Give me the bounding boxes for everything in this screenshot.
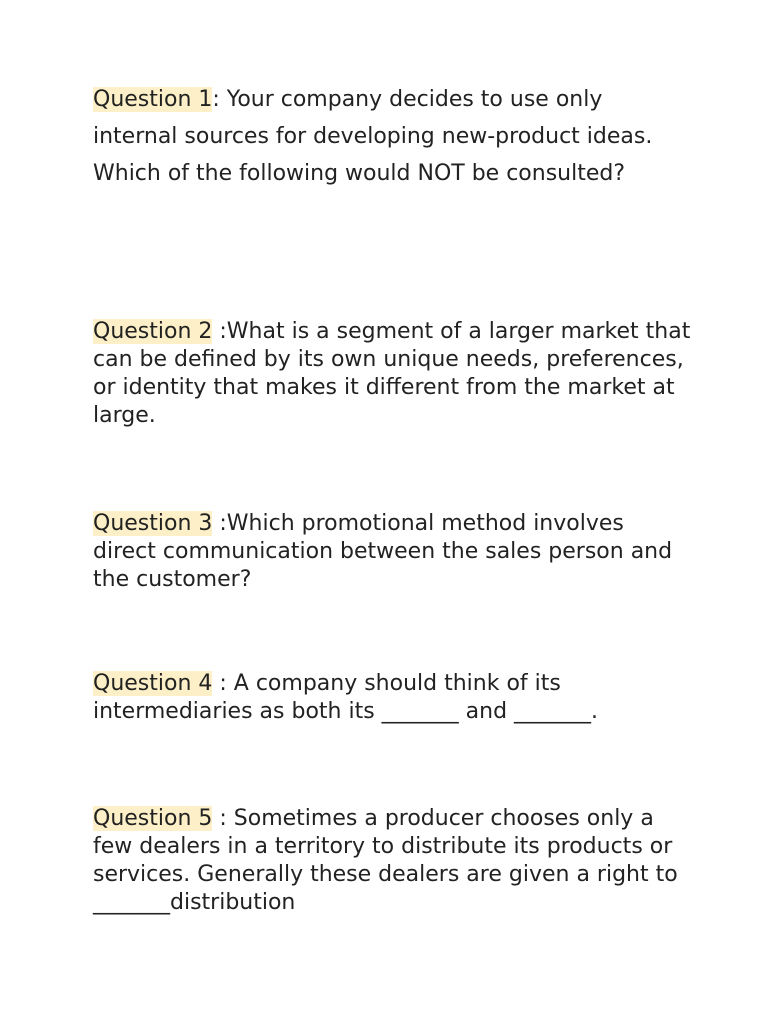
question-label: Question 2	[93, 319, 213, 344]
question-text: :What is a segment of a larger market that can be defined by its own unique needs, preferences, or identity that makes it different from the market at large.	[93, 319, 691, 428]
question-label: Question 5	[93, 806, 213, 831]
question-label: Question 4	[93, 671, 213, 696]
question-text: :Which promotional method involves direct communication between the sales person and the customer?	[93, 511, 673, 592]
question-4	[93, 670, 693, 726]
question-2	[93, 318, 693, 430]
question-text: : Your company decides to use only internal sources for developing new-product ideas. Which of the following would NOT be consulted?	[93, 87, 653, 186]
question-text: : A company should think of its intermediaries as both its _______ and _______.	[93, 671, 599, 724]
question-text: : Sometimes a producer chooses only a few dealers in a territory to distribute its products or services. Generally these dealers are given a right to _______distribution	[93, 806, 678, 915]
question-1	[93, 81, 693, 192]
question-5	[93, 805, 693, 917]
question-label: Question 3	[93, 511, 213, 536]
question-label: Question 1	[93, 87, 213, 112]
question-3	[93, 510, 693, 594]
